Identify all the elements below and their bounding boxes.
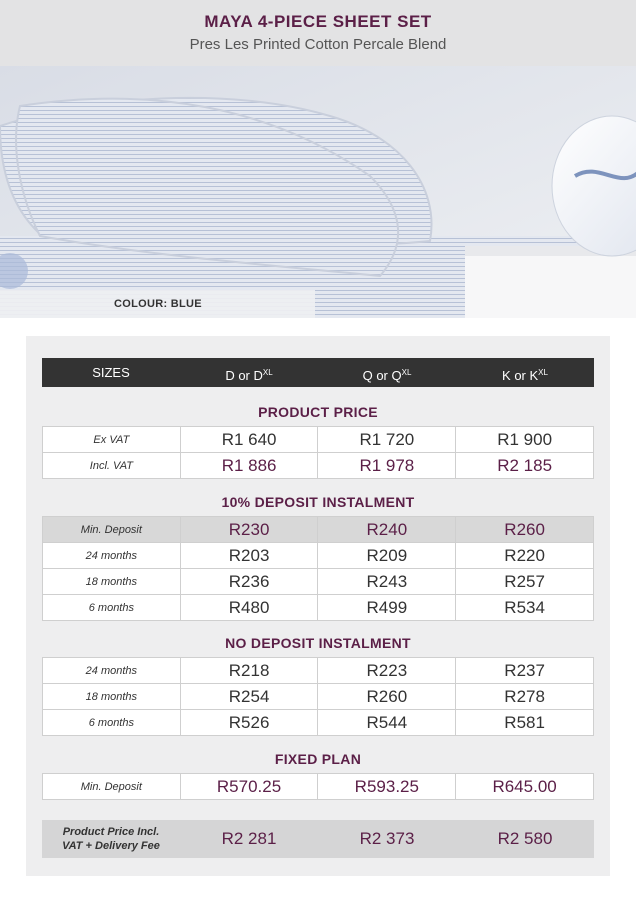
- table-row: [43, 774, 594, 800]
- row-label: 24 months: [43, 543, 181, 569]
- size-king: K or $K^{XL}$: [502, 368, 548, 383]
- total-label: [42, 825, 180, 853]
- table-row: [43, 595, 594, 621]
- table-row: [43, 710, 594, 736]
- total-price: R2 281: [221, 829, 277, 848]
- bedding-illustration: [0, 66, 636, 318]
- product-subtitle: Pres Les Printed Cotton Percale Blend: [189, 36, 447, 53]
- product-price-table: [42, 426, 594, 479]
- price-cell: R593.25: [318, 774, 456, 800]
- price-cell: R254: [180, 684, 318, 710]
- row-label: Ex VAT: [43, 427, 181, 453]
- row-label: 24 months: [43, 658, 181, 684]
- price-cell: R2 185: [456, 453, 594, 479]
- row-label: 18 months: [43, 684, 181, 710]
- table-row: [43, 427, 594, 453]
- price-cell: R581: [456, 710, 594, 736]
- row-label: 6 months: [43, 595, 181, 621]
- price-cell: R1 886: [180, 453, 318, 479]
- header: [0, 0, 636, 66]
- table-row: [43, 453, 594, 479]
- price-cell: R480: [180, 595, 318, 621]
- price-cell: R237: [456, 658, 594, 684]
- price-cell: R220: [456, 543, 594, 569]
- price-cell: R1 978: [318, 453, 456, 479]
- price-cell: R526: [180, 710, 318, 736]
- price-cell: R203: [180, 543, 318, 569]
- price-cell: R278: [456, 684, 594, 710]
- deposit-instalment-heading: 10% DEPOSIT INSTALMENT: [221, 494, 415, 510]
- deposit-instalment-table: [42, 516, 594, 621]
- product-price-heading: PRODUCT PRICE: [258, 404, 378, 420]
- no-deposit-instalment-table: [42, 657, 594, 736]
- row-label: Min. Deposit: [43, 517, 181, 543]
- price-cell: R257: [456, 569, 594, 595]
- table-row: [43, 569, 594, 595]
- row-label: Incl. VAT: [43, 453, 181, 479]
- table-row: [43, 517, 594, 543]
- no-deposit-instalment-heading: NO DEPOSIT INSTALMENT: [225, 635, 411, 651]
- price-cell: R260: [318, 684, 456, 710]
- price-cell: R260: [456, 517, 594, 543]
- price-cell: R1 900: [456, 427, 594, 453]
- total-label-line1: Product Price Incl.: [62, 826, 160, 838]
- row-label: Min. Deposit: [43, 774, 181, 800]
- price-cell: R223: [318, 658, 456, 684]
- table-row: [43, 543, 594, 569]
- price-cell: R534: [456, 595, 594, 621]
- price-cell: R645.00: [456, 774, 594, 800]
- colour-label: COLOUR: BLUE: [0, 290, 315, 318]
- price-cell: R1 720: [318, 427, 456, 453]
- price-cell: R240: [318, 517, 456, 543]
- price-cell: R544: [318, 710, 456, 736]
- price-cell: R499: [318, 595, 456, 621]
- total-price: R2 580: [497, 829, 553, 848]
- price-cell: R570.25: [180, 774, 318, 800]
- total-row: [42, 820, 594, 858]
- row-label: 6 months: [43, 710, 181, 736]
- size-queen: Q or $Q^{XL}$: [362, 368, 412, 383]
- table-row: [43, 658, 594, 684]
- price-cell: R230: [180, 517, 318, 543]
- total-label-line2: VAT + Delivery Fee: [62, 840, 160, 852]
- sizes-header: [42, 358, 594, 387]
- table-row: [43, 684, 594, 710]
- nightstand: [465, 251, 636, 318]
- price-cell: R209: [318, 543, 456, 569]
- price-cell: R218: [180, 658, 318, 684]
- fixed-plan-heading: FIXED PLAN: [274, 751, 362, 767]
- product-photo: [0, 66, 636, 318]
- sizes-label: SIZES: [92, 365, 130, 380]
- product-title: MAYA 4-PIECE SHEET SET: [204, 12, 432, 31]
- row-label: 18 months: [43, 569, 181, 595]
- pricing-panel: [26, 336, 610, 876]
- total-price: R2 373: [359, 829, 415, 848]
- price-cell: R1 640: [180, 427, 318, 453]
- price-cell: R243: [318, 569, 456, 595]
- size-double: D or $D^{XL}$: [225, 368, 273, 383]
- price-cell: R236: [180, 569, 318, 595]
- fixed-plan-table: [42, 773, 594, 800]
